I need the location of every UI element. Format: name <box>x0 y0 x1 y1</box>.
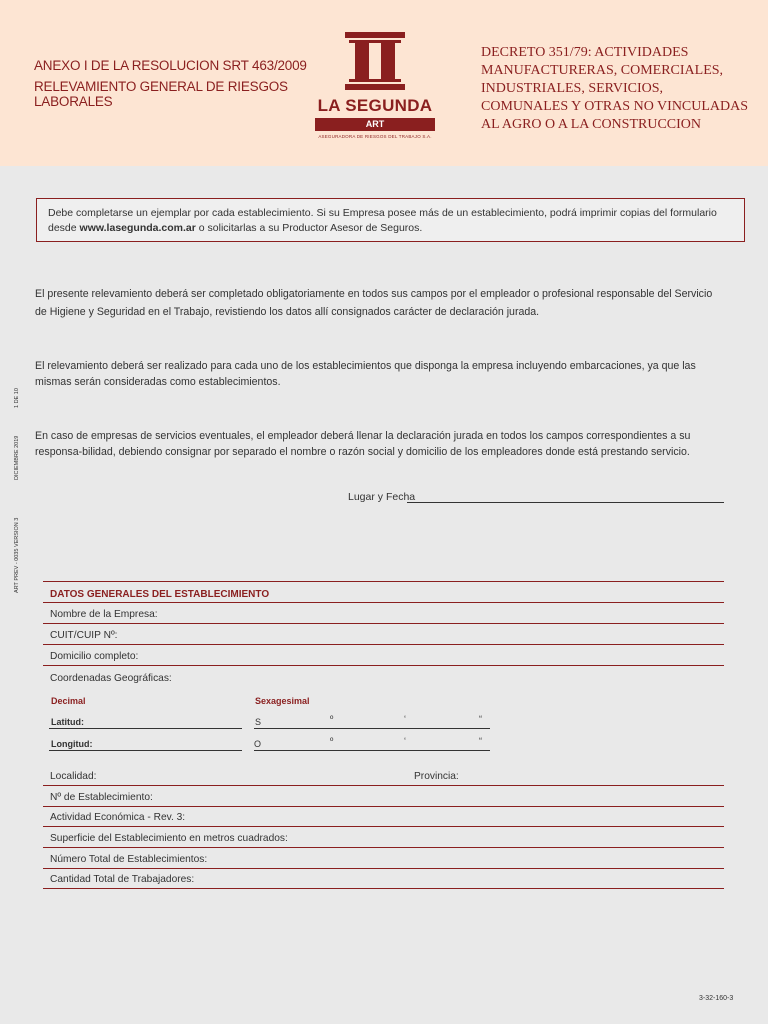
surface-field[interactable] <box>43 847 724 848</box>
longitude-minute-mark: ‘ <box>404 736 406 746</box>
latitude-decimal-field[interactable] <box>49 728 242 729</box>
address-field[interactable] <box>43 665 724 666</box>
annex-title: ANEXO I DE LA RESOLUCION SRT 463/2009 <box>34 58 307 73</box>
coordinates-label: Coordenadas Geográficas: <box>50 673 172 684</box>
place-date-label: Lugar y Fecha <box>348 491 416 503</box>
logo-name: LA SEGUNDA <box>317 96 433 115</box>
address-label: Domicilio completo: <box>50 651 139 662</box>
company-name-field[interactable] <box>43 623 724 624</box>
latitude-degree-mark: º <box>330 714 334 724</box>
instruction-paragraph-1: El presente relevamiento deberá ser completado obligatoriamente en todos sus campos por el empleador o profesional responsable del Servicio de Higiene y Seguridad en el Trabajo, revistiendo los datos allí consignados carácter de declaración jurada. <box>35 288 713 318</box>
pillars-logo-icon <box>345 32 405 90</box>
sexagesimal-label: Sexagesimal <box>255 696 310 706</box>
footer-code: 3-32-160-3 <box>699 995 734 1002</box>
side-version-info <box>14 383 28 593</box>
longitude-decimal-field[interactable] <box>49 750 242 751</box>
instruction-paragraph-2: El relevamiento deberá ser realizado para cada uno de los establecimientos que disponga la empresa incluyendo embarcaciones, ya que las mismas serán consideradas como establecimientos. <box>35 360 696 388</box>
form-code: ART PREV - 0035 VERSION 3 <box>14 517 20 593</box>
instruction-paragraph-3: En caso de empresas de servicios eventuales, el empleador deberá llenar la declaración jurada en todos los campos correspondientes a su responsa-bilidad, debiendo consignar por separado el nombre o razón social y domicilio de los empleadores donde está prestando servicio. <box>35 430 691 458</box>
latitude-hemisphere: S <box>255 717 262 727</box>
economic-activity-label: Actividad Económica - Rev. 3: <box>50 812 186 823</box>
page-number: 1 DE 10 <box>14 388 20 408</box>
logo-bar: ART <box>315 118 435 131</box>
locality-province-field[interactable] <box>43 785 724 786</box>
longitude-hemisphere: O <box>254 739 262 749</box>
latitude-label: Latitud: <box>51 717 84 727</box>
place-date-field[interactable] <box>407 502 724 503</box>
decimal-label: Decimal <box>51 696 86 706</box>
la-segunda-logo <box>312 32 442 144</box>
surface-label: Superficie del Establecimiento en metros cuadrados: <box>50 833 288 844</box>
establishment-number-label: Nº de Establecimiento: <box>50 792 153 803</box>
section-top-rule <box>43 581 724 582</box>
notice-box <box>36 198 745 242</box>
section-title-rule <box>43 602 724 603</box>
province-label: Provincia: <box>414 771 459 782</box>
version-date: DICIEMBRE 2019 <box>14 435 20 480</box>
notice-text-after: o solicitarlas a su Productor Asesor de Seguros. <box>195 222 423 234</box>
website-link[interactable]: www.lasegunda.com.ar <box>79 222 196 234</box>
cuit-field[interactable] <box>43 644 724 645</box>
section-title: DATOS GENERALES DEL ESTABLECIMIENTO <box>50 589 270 600</box>
longitude-sexagesimal-field[interactable] <box>254 750 490 751</box>
latitude-minute-mark: ‘ <box>404 714 406 724</box>
latitude-second-mark: “ <box>479 714 482 724</box>
total-establishments-label: Número Total de Establecimientos: <box>50 854 208 865</box>
longitude-label: Longitud: <box>51 739 93 749</box>
notice-text-before: Debe completarse un ejemplar por cada establecimiento. Si su Empresa posee más de un establecimiento, podrá imprimir copias del formulario desde <box>48 207 717 234</box>
establishment-number-field[interactable] <box>43 806 724 807</box>
decree-title: DECRETO 351/79: ACTIVIDADES MANUFACTURERAS, COMERCIALES, INDUSTRIALES, SERVICIOS, COMUNALES Y OTRAS NO VINCULADAS AL AGRO O A LA CONSTRUCCION <box>481 45 749 132</box>
total-establishments-field[interactable] <box>43 868 724 869</box>
longitude-second-mark: “ <box>479 736 482 746</box>
longitude-degree-mark: º <box>330 736 334 746</box>
page-header <box>0 0 768 166</box>
latitude-sexagesimal-field[interactable] <box>254 728 490 729</box>
survey-title: RELEVAMIENTO GENERAL DE RIESGOS LABORALES <box>34 79 288 109</box>
company-name-label: Nombre de la Empresa: <box>50 609 158 620</box>
cuit-label: CUIT/CUIP Nº: <box>50 630 118 641</box>
total-workers-label: Cantidad Total de Trabajadores: <box>50 874 195 885</box>
logo-tagline: ASEGURADORA DE RIESGOS DEL TRABAJO S.A. <box>318 134 432 139</box>
economic-activity-field[interactable] <box>43 826 724 827</box>
locality-label: Localidad: <box>50 771 97 782</box>
total-workers-field[interactable] <box>43 888 724 889</box>
